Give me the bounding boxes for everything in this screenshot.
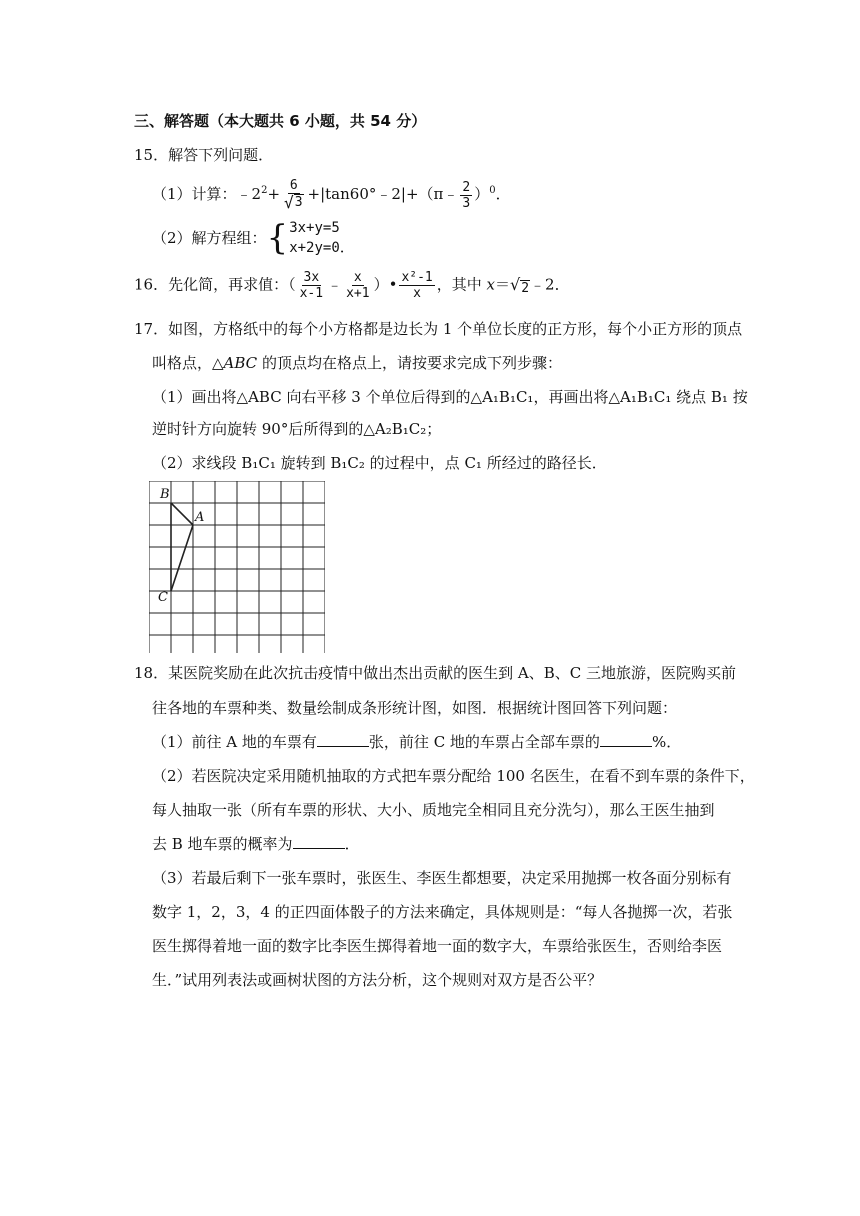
frac-numerator: 3x: [303, 270, 320, 285]
section-header: 三、解答题（本大题共 6 小题，共 54 分）: [134, 112, 427, 130]
q16-close: ）•: [373, 275, 398, 294]
q18-part2-line2: 每人抽取一张（所有车票的形状、大小、质地完全相同且充分洗匀），那么王医生抽到: [152, 801, 715, 819]
q16-end: ﹣2．: [530, 275, 570, 294]
frac-numerator: 6: [289, 178, 298, 193]
q17-line2-c: 的顶点均在格点上，请按要求完成下列步骤：: [257, 354, 562, 372]
frac-denominator: x: [413, 286, 421, 301]
answer-blank[interactable]: [600, 732, 652, 747]
q16-frac-3: [399, 270, 434, 301]
q16-frac-2: [344, 270, 371, 301]
q15-part1: [152, 178, 511, 212]
frac-denominator: x+1: [346, 286, 370, 301]
q18-p1-b: 张，前往 C 地的车票占全部车票的: [368, 733, 600, 751]
q15-p1-plus: +: [267, 185, 281, 203]
q16-mid: ，其中: [436, 275, 487, 294]
segment-ba: [171, 503, 193, 525]
frac-denominator: [282, 194, 305, 212]
q18-part3-line3: 医生掷得着地一面的数字比李医生掷得着地一面的数字大，车票给张医生，否则给李医: [152, 937, 723, 955]
q17-part1-line2: 逆时针方向旋转 90°后所得到的△A₂B₁C₂；: [152, 420, 442, 438]
q17-line1: 17．如图，方格纸中的每个小方格都是边长为 1 个单位长度的正方形，每个小正方形的顶点: [134, 320, 743, 338]
label-a: A: [195, 510, 205, 525]
q16-sqrt: [510, 274, 530, 296]
frac-numerator: x²-1: [401, 270, 433, 285]
frac-denominator: x-1: [299, 286, 324, 301]
radicand: 2: [521, 280, 530, 296]
q18-part2-line3: [152, 833, 360, 855]
q15-p1-exp: 2: [261, 185, 268, 196]
frac-numerator: 2: [462, 179, 471, 195]
q15-p1-exp2: 0: [489, 185, 496, 196]
q18-p1-a: （1）前往 A 地的车票有: [152, 733, 317, 751]
q17-line2: [152, 352, 562, 374]
radicand: 3: [294, 195, 303, 210]
q15-p1-end: ．: [495, 185, 511, 203]
q18-part3-line2: 数字 1，2，3，4 的正四面体骰子的方法来确定，具体规则是：“每人各抛掷一次，若张: [152, 903, 733, 921]
sqrt-icon: √: [510, 274, 521, 294]
q17-part2: （2）求线段 B₁C₁ 旋转到 B₁C₂ 的过程中，点 C₁ 所经过的路径长．: [152, 454, 607, 472]
q18-p1-c: %．: [651, 733, 682, 751]
q15-p2-end: ．: [339, 238, 355, 256]
q16-minus: ﹣: [327, 275, 343, 294]
q18-p2-line3-b: ．: [344, 835, 360, 853]
q16: [134, 270, 570, 301]
left-brace-icon: {: [266, 218, 289, 258]
q15-frac-2-3: [460, 180, 472, 211]
q15-frac-6-sqrt3: [282, 178, 305, 212]
segment-ac: [171, 525, 193, 591]
q17-line2-b: ABC: [223, 354, 258, 372]
q16-var: x: [486, 275, 495, 294]
q15-part2: [152, 218, 355, 258]
q18-part2-line1: （2）若医院决定采用随机抽取的方式把车票分配给 100 名医生，在看不到车票的条件下，: [152, 767, 755, 785]
q15-p2-prefix: （2）解方程组：: [152, 229, 267, 247]
square-grid-figure: [149, 481, 325, 653]
q18-line1: 18．某医院奖励在此次抗击疫情中做出杰出贡献的医生到 A、B、C 三地旅游，医院购买前: [134, 664, 736, 682]
label-b: B: [160, 487, 170, 502]
q15-p1-prefix: （1）计算：﹣2: [152, 185, 262, 203]
answer-blank[interactable]: [317, 732, 369, 747]
q16-eq: ＝: [495, 275, 511, 294]
q18-part1: [152, 731, 681, 753]
q18-part3-line4: 生．”试用列表法或画树状图的方法分析，这个规则对双方是否公平？: [152, 971, 603, 989]
q15-title: 15．解答下列问题．: [134, 146, 274, 164]
frac-denominator: 3: [462, 195, 471, 211]
q16-frac-1: [298, 270, 325, 301]
frac-numerator: x: [353, 270, 362, 285]
q17-part1-line1: （1）画出将△ABC 向右平移 3 个单位后得到的△A₁B₁C₁，再画出将△A₁B₁C₁ 绕点 B₁ 按: [152, 388, 748, 406]
q15-p1-close: ）: [474, 185, 490, 203]
equation-system: [267, 218, 340, 258]
q15-p1-mid: +|tan60°﹣2|+（π﹣: [307, 185, 459, 203]
q18-line2: 往各地的车票种类、数量绘制成条形统计图，如图．根据统计图回答下列问题：: [152, 699, 678, 717]
q18-part3-line1: （3）若最后剩下一张车票时，张医生、李医生都想要，决定采用抛掷一枚各面分别标有: [152, 869, 732, 887]
equation-1: 3x+y=5: [289, 220, 340, 236]
label-c: C: [158, 590, 168, 605]
q16-prefix: 16．先化简，再求值：（: [134, 275, 296, 294]
q17-line2-a: 叫格点，△: [152, 354, 224, 372]
equation-2: x+2y=0: [289, 240, 340, 256]
answer-blank[interactable]: [293, 834, 345, 849]
q18-p2-line3-a: 去 B 地车票的概率为: [152, 835, 293, 853]
sqrt-icon: √: [284, 193, 294, 212]
